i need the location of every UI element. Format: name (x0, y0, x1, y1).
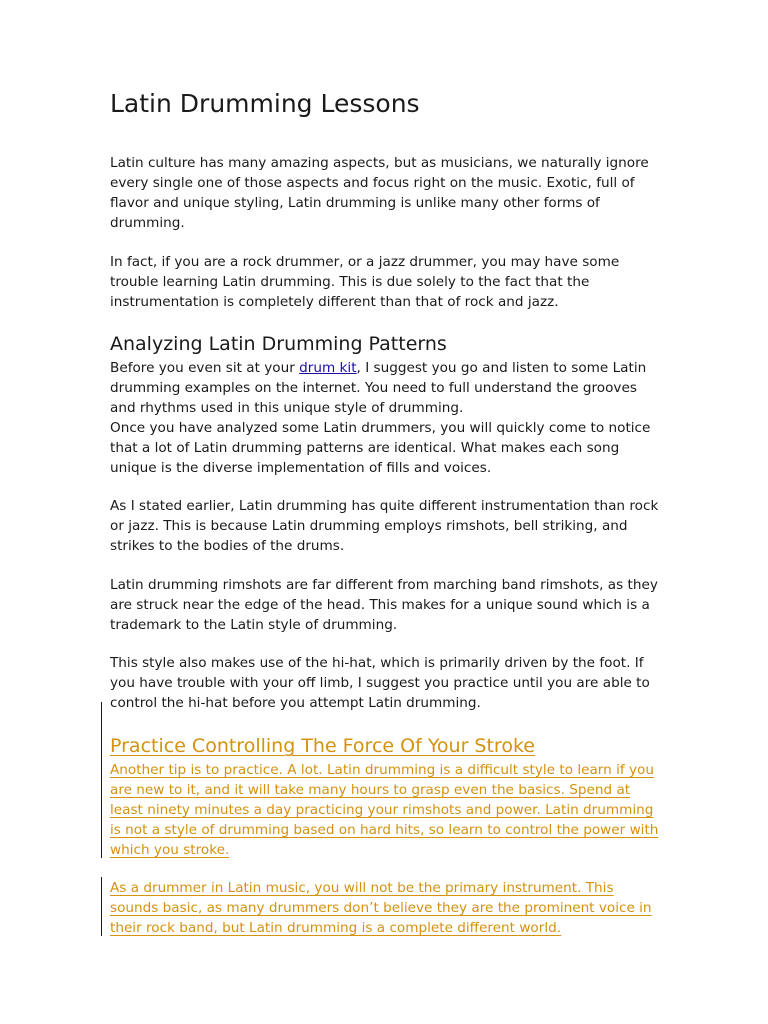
text-fragment: Before you even sit at your (110, 360, 300, 376)
paragraph-line: As a drummer in Latin music, you will not be the primary instrument. This (110, 880, 614, 896)
paragraph-line: strikes to the bodies of the drums. (110, 538, 345, 554)
section1-paragraph-4 (110, 653, 650, 713)
paragraph-line: Latin culture has many amazing aspects, but as musicians, we naturally ignore (110, 155, 649, 171)
text-fragment: , I suggest you go and listen to some Latin (356, 360, 647, 376)
paragraph-line: their rock band, but Latin drumming is a complete different world. (110, 920, 562, 936)
paragraph-line: drumming examples on the internet. You need to full understand the grooves (110, 380, 637, 396)
change-bar (101, 877, 102, 936)
section1-paragraph-3 (110, 575, 658, 635)
intro-paragraph-1 (110, 153, 649, 233)
section1-paragraph-1 (110, 358, 650, 478)
drum-kit-link[interactable]: drum kit (299, 360, 357, 376)
change-bar (101, 702, 102, 858)
paragraph-line: Latin drumming rimshots are far different from marching band rimshots, as they (110, 577, 658, 593)
paragraph-line: Once you have analyzed some Latin drummers, you will quickly come to notice (110, 420, 651, 436)
section-heading-analyzing: Analyzing Latin Drumming Patterns (110, 333, 447, 355)
paragraph-line: unique is the diverse implementation of fills and voices. (110, 460, 492, 476)
paragraph-line: least ninety minutes a day practicing your rimshots and power. Latin drumming (110, 802, 654, 818)
paragraph-line: is not a style of drumming based on hard hits, so learn to control the power with (110, 822, 659, 838)
paragraph-line: flavor and unique styling, Latin drumming is unlike many other forms of (110, 195, 600, 211)
paragraph-line: As I stated earlier, Latin drumming has quite different instrumentation than rock (110, 498, 659, 514)
paragraph-line (110, 358, 650, 378)
paragraph-line: This style also makes use of the hi-hat, which is primarily driven by the foot. If (110, 655, 644, 671)
section1-paragraph-2 (110, 496, 658, 556)
paragraph-line: you have trouble with your off limb, I suggest you practice until you are able to (110, 675, 650, 691)
paragraph-line: instrumentation is completely different than that of rock and jazz. (110, 294, 559, 310)
paragraph-line: drumming. (110, 215, 185, 231)
paragraph-line: every single one of those aspects and focus right on the music. Exotic, full of (110, 175, 635, 191)
intro-paragraph-2 (110, 252, 619, 312)
paragraph-line: Another tip is to practice. A lot. Latin drumming is a difficult style to learn if you (110, 762, 654, 778)
paragraph-line: In fact, if you are a rock drummer, or a jazz drummer, you may have some (110, 254, 620, 270)
paragraph-line: trouble learning Latin drumming. This is due solely to the fact that the (110, 274, 590, 290)
paragraph-line: and rhythms used in this unique style of drumming. (110, 400, 464, 416)
paragraph-line: or jazz. This is because Latin drumming employs rimshots, bell striking, and (110, 518, 628, 534)
paragraph-line: are struck near the edge of the head. This makes for a unique sound which is a (110, 597, 650, 613)
section-heading-practice: Practice Controlling The Force Of Your Stroke (110, 735, 535, 757)
paragraph-line: that a lot of Latin drumming patterns are identical. What makes each song (110, 440, 620, 456)
paragraph-line: sounds basic, as many drummers don’t believe they are the prominent voice in (110, 900, 652, 916)
paragraph-line: trademark to the Latin style of drumming. (110, 617, 398, 633)
section2-paragraph-1 (110, 760, 658, 860)
section2-paragraph-2 (110, 878, 652, 938)
paragraph-line: control the hi-hat before you attempt Latin drumming. (110, 695, 481, 711)
paragraph-line: are new to it, and it will take many hours to grasp even the basics. Spend at (110, 782, 631, 798)
page-title: Latin Drumming Lessons (110, 89, 420, 118)
paragraph-line: which you stroke. (110, 842, 230, 858)
